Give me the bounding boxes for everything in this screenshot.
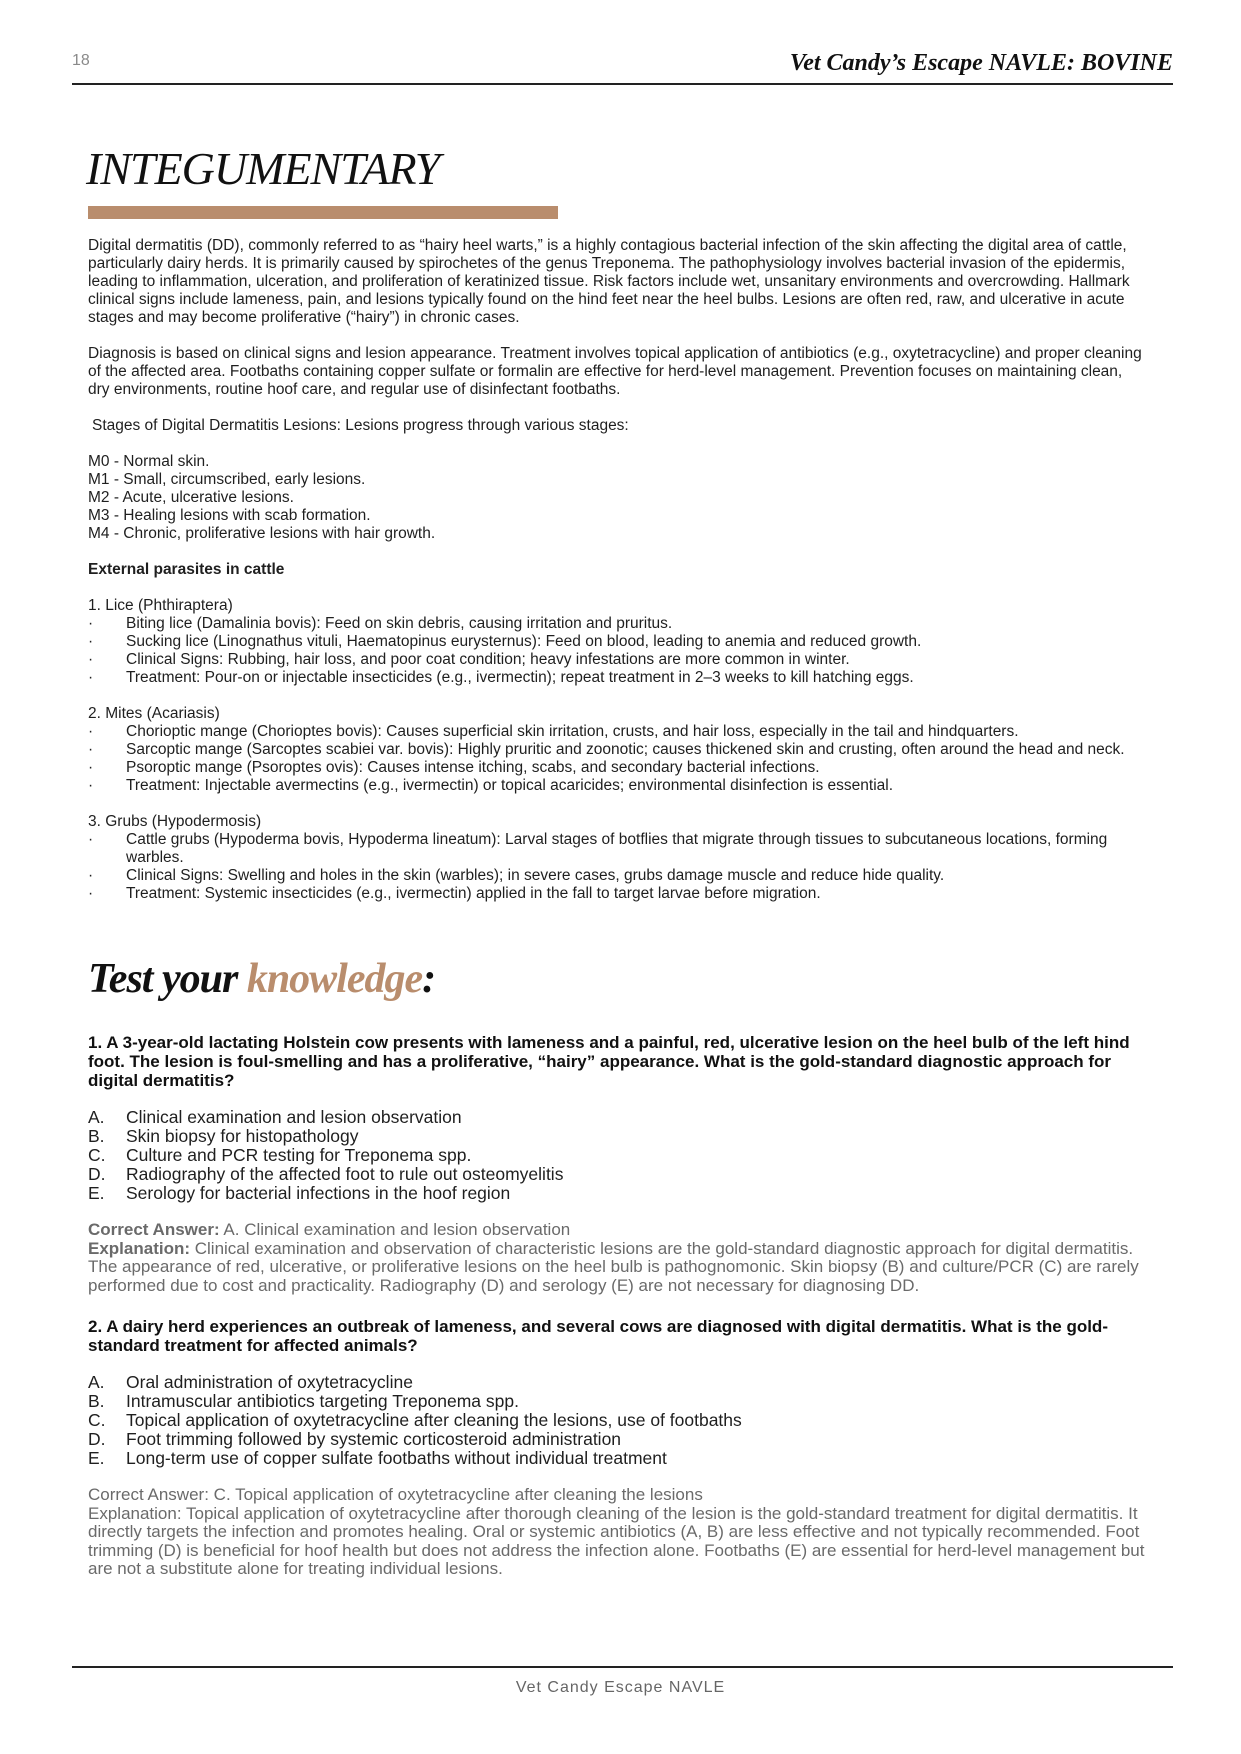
section-content (88, 237, 1148, 921)
parasite-group-title: 1. Lice (Phthiraptera) (88, 597, 233, 614)
intro-paragraph: Digital dermatitis (DD), commonly referred to as “hairy heel warts,” is a highly contagious bacterial infection of the skin affecting the digital area of cattle, particularly dairy herds. It is primarily caused by spirochetes of the genus Treponema. The pathophysiology involves bacterial invasion of the epidermis, leading to inflammation, ulceration, and proliferation of keratinized tissue. Risk factors include wet, unsanitary environments and overcrowding. Hallmark clinical signs include lameness, pain, and lesions typically found on the hind feet near the heel bulbs. Lesions are often red, raw, and ulcerative in acute stages and may become proliferative (“hairy”) in chronic cases. (88, 237, 1130, 326)
parasite-group-lice (88, 597, 1148, 687)
footer-rule (72, 1666, 1173, 1668)
answer-block (88, 1486, 1148, 1579)
answer-block (88, 1221, 1148, 1295)
bullet-item: · Clinical Signs: Rubbing, hair loss, and poor coat condition; heavy infestations are more common in winter. (88, 651, 1148, 669)
question-block-1 (88, 1033, 1148, 1295)
parasite-group-title: 3. Grubs (Hypodermosis) (88, 813, 262, 830)
correct-answer (88, 1221, 1148, 1240)
explanation (88, 1240, 1148, 1296)
question-text: 1. A 3-year-old lactating Holstein cow presents with lameness and a painful, red, ulcerative lesion on the heel bulb of the left hind foot. The lesion is foul-smelling and has a proliferative, “hairy” appearance. What is the gold-standard diagnostic approach for digital dermatitis? (88, 1033, 1130, 1090)
correct-answer-label: Correct Answer: (88, 1485, 209, 1504)
bullet-item: · Treatment: Systemic insecticides (e.g., ivermectin) applied in the fall to target larvae before migration. (88, 885, 1148, 903)
options-list (88, 1373, 1148, 1468)
test-heading (88, 955, 435, 1003)
bullet-item: · Clinical Signs: Swelling and holes in the skin (warbles); in severe cases, grubs damage muscle and reduce hide quality. (88, 867, 1148, 885)
option-letter: E. (88, 1183, 105, 1203)
option-text: Topical application of oxytetracycline after cleaning the lesions, use of footbaths (126, 1410, 742, 1430)
bullet-item: · Sarcoptic mange (Sarcoptes scabiei var. bovis): Highly pruritic and zoonotic; causes thickened skin and crusting, often around the head and neck. (88, 741, 1148, 759)
option-item (88, 1392, 1148, 1411)
parasite-group-mites (88, 705, 1148, 795)
explanation (88, 1505, 1148, 1579)
parasite-group-title: 2. Mites (Acariasis) (88, 705, 220, 722)
header-rule (72, 83, 1173, 85)
option-text: Radiography of the affected foot to rule out osteomyelitis (126, 1164, 564, 1184)
stage-item: M3 - Healing lesions with scab formation. (88, 507, 371, 524)
bullet-item: · Psoroptic mange (Psoroptes ovis): Causes intense itching, scabs, and secondary bacterial infections. (88, 759, 1148, 777)
option-item (88, 1108, 1148, 1127)
running-title: Vet Candy’s Escape NAVLE: BOVINE (789, 50, 1173, 76)
option-text: Foot trimming followed by systemic corticosteroid administration (126, 1429, 622, 1449)
option-text: Skin biopsy for histopathology (126, 1126, 359, 1146)
option-text: Clinical examination and lesion observation (126, 1107, 462, 1127)
option-letter: C. (88, 1410, 106, 1430)
explanation-text: Clinical examination and observation of characteristic lesions are the gold-standard diagnostic approach for digital dermatitis. The appearance of red, ulcerative, or proliferative lesions on the heel bulb is pathognomonic. Skin biopsy (B) and culture/PCR (C) are rarely performed due to cost and practicality. Radiography (D) and serology (E) are not necessary for diagnosing DD. (88, 1238, 1139, 1295)
stage-item: M4 - Chronic, proliferative lesions with hair growth. (88, 525, 436, 542)
option-letter: D. (88, 1164, 106, 1184)
explanation-label: Explanation: (88, 1238, 191, 1258)
bullet-item: · Biting lice (Damalinia bovis): Feed on skin debris, causing irritation and pruritus. (88, 615, 1148, 633)
explanation-label: Explanation: (88, 1503, 182, 1523)
bullet-item: · Chorioptic mange (Chorioptes bovis): Causes superficial skin irritation, crusts, and hair loss, especially in the tail and hindquarters. (88, 723, 1148, 741)
bullet-item: · Sucking lice (Linognathus vituli, Haematopinus eurysternus): Feed on blood, leading to anemia and reduced growth. (88, 633, 1148, 651)
test-heading-colon: : (422, 956, 436, 1002)
page-number: 18 (72, 52, 90, 69)
footer-text: Vet Candy Escape NAVLE (515, 1679, 726, 1696)
stages-intro: Stages of Digital Dermatitis Lesions: Lesions progress through various stages: (92, 417, 629, 434)
diagnosis-paragraph: Diagnosis is based on clinical signs and lesion appearance. Treatment involves topical application of antibiotics (e.g., oxytetracycline) and proper cleaning of the affected area. Footbaths containing copper sulfate or formalin are effective for herd-level management. Prevention focuses on maintaining clean, dry environments, routine hoof care, and regular use of disinfectant footbaths. (88, 345, 1142, 398)
bullet-item: · Treatment: Pour-on or injectable insecticides (e.g., ivermectin); repeat treatment in 2–3 weeks to kill hatching eggs. (88, 669, 1148, 687)
option-letter: B. (88, 1126, 105, 1146)
correct-answer-label: Correct Answer: (88, 1220, 220, 1239)
section-title: INTEGUMENTARY (86, 143, 440, 194)
option-letter: E. (88, 1448, 105, 1468)
quiz (88, 1033, 1148, 1601)
option-text: Intramuscular antibiotics targeting Treponema spp. (126, 1391, 519, 1411)
test-heading-part1: Test your (88, 956, 238, 1002)
option-item (88, 1184, 1148, 1203)
explanation-text: Topical application of oxytetracycline after thorough cleaning of the lesion is the gold-standard treatment for digital dermatitis. It directly targets the infection and promotes healing. Oral or systemic antibiotics (A, B) are less effective and not typically recommended. Foot trimming (D) is beneficial for hoof health but does not address the infection alone. Footbaths (E) are essential for herd-level management but are not a substitute alone for treating individual lesions. (88, 1503, 1145, 1578)
bullet-item: · Cattle grubs (Hypoderma bovis, Hypoderma lineatum): Larval stages of botflies that migrate through tissues to subcutaneous locations, forming warbles. (88, 831, 1148, 867)
option-item (88, 1165, 1148, 1184)
option-item (88, 1146, 1148, 1165)
test-heading-accent: knowledge (246, 956, 423, 1002)
option-text: Culture and PCR testing for Treponema spp. (126, 1145, 472, 1165)
option-item (88, 1411, 1148, 1430)
option-item (88, 1430, 1148, 1449)
option-text: Serology for bacterial infections in the hoof region (126, 1183, 511, 1203)
stage-item: M0 - Normal skin. (88, 453, 210, 470)
option-letter: D. (88, 1429, 106, 1449)
option-item (88, 1449, 1148, 1468)
parasite-group-grubs (88, 813, 1148, 903)
option-letter: A. (88, 1107, 105, 1127)
stage-list (88, 453, 1148, 543)
option-text: Long-term use of copper sulfate footbaths without individual treatment (126, 1448, 667, 1468)
option-letter: C. (88, 1145, 106, 1165)
title-underline-bar (88, 206, 558, 219)
parasites-heading: External parasites in cattle (88, 561, 285, 578)
option-letter: A. (88, 1372, 105, 1392)
correct-answer-text: A. Clinical examination and lesion observation (219, 1220, 571, 1239)
option-item (88, 1127, 1148, 1146)
option-text: Oral administration of oxytetracycline (126, 1372, 413, 1392)
correct-answer-text: C. Topical application of oxytetracycline after cleaning the lesions (208, 1485, 703, 1504)
option-letter: B. (88, 1391, 105, 1411)
question-block-2 (88, 1317, 1148, 1579)
question-text: 2. A dairy herd experiences an outbreak of lameness, and several cows are diagnosed with digital dermatitis. What is the gold-standard treatment for affected animals? (88, 1317, 1108, 1355)
stage-item: M1 - Small, circumscribed, early lesions. (88, 471, 366, 488)
options-list (88, 1108, 1148, 1203)
bullet-item: · Treatment: Injectable avermectins (e.g., ivermectin) or topical acaricides; environmental disinfection is essential. (88, 777, 1148, 795)
stage-item: M2 - Acute, ulcerative lesions. (88, 489, 294, 506)
option-item (88, 1373, 1148, 1392)
correct-answer (88, 1486, 1148, 1505)
